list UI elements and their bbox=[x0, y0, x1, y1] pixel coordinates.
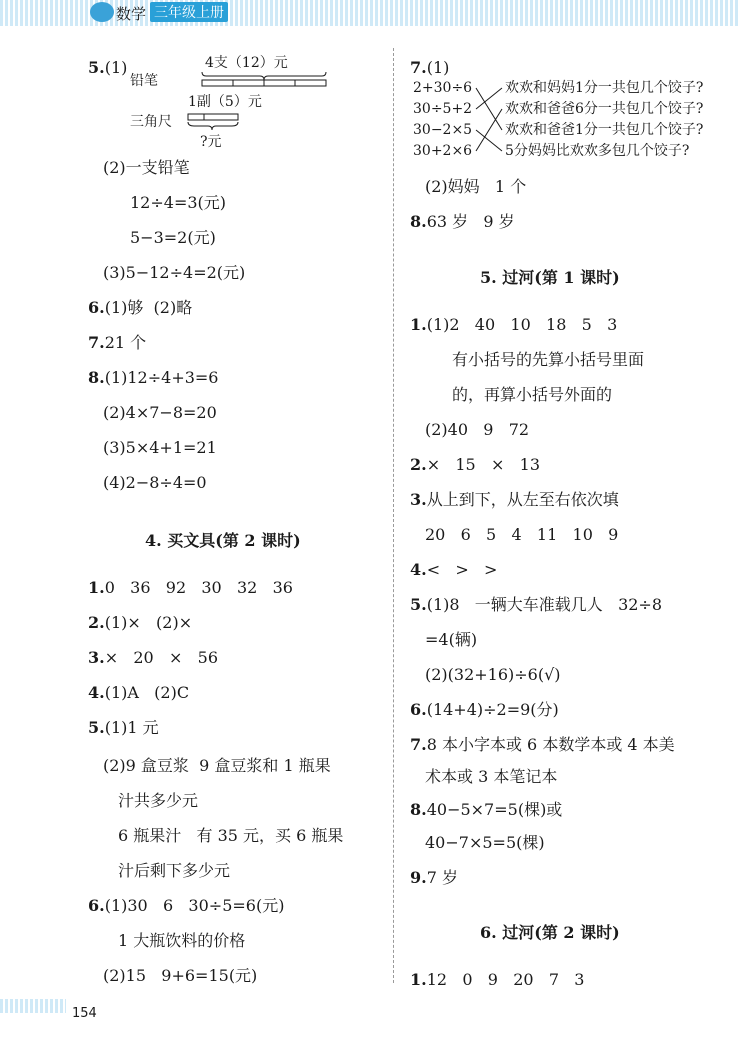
s5-q3-line2: 20 6 5 4 11 10 9 bbox=[425, 525, 619, 544]
match-right-4: 5分妈妈比欢欢多包几个饺子? bbox=[505, 143, 690, 159]
section-title-4: 4. 买文具(第 2 课时) bbox=[145, 531, 301, 550]
right-q7-head: 7.(1) bbox=[410, 58, 450, 77]
left-q8-line4: (4)2−8÷4=0 bbox=[103, 473, 207, 492]
right-q8: 8.63 岁 9 岁 bbox=[410, 212, 515, 231]
s4-q2: 2.(1)× (2)× bbox=[88, 613, 193, 632]
left-q8-line3: (3)5×4+1=21 bbox=[103, 438, 217, 457]
pencil-label: 铅笔 bbox=[130, 73, 158, 89]
ruler-label: 三角尺 bbox=[130, 114, 172, 130]
match-right-1: 欢欢和妈妈1分一共包几个饺子? bbox=[505, 80, 704, 96]
left-q5-head: 5.(1) bbox=[88, 58, 128, 77]
s4-q4: 4.(1)A (2)C bbox=[88, 683, 190, 702]
left-q5-line2: (2)一支铅笔 bbox=[103, 158, 190, 177]
matching-lines bbox=[474, 80, 506, 160]
s4-q5-line1: 5.(1)1 元 bbox=[88, 718, 159, 737]
left-q8-line2: (2)4×7−8=20 bbox=[103, 403, 217, 422]
s4-q5-line4: 6 瓶果汁 有 35 元，买 6 瓶果 bbox=[118, 826, 344, 845]
column-divider bbox=[393, 48, 394, 983]
s6-q1: 1.12 0 9 20 7 3 bbox=[410, 970, 585, 989]
header-subject: 数学 bbox=[116, 5, 147, 23]
ruler-total-label: 1副（5）元 bbox=[188, 94, 262, 110]
match-right-2: 欢欢和爸爸6分一共包几个饺子? bbox=[505, 101, 704, 117]
match-left-1: 2+30÷6 bbox=[413, 80, 473, 96]
s5-q7-line1: 7.8 本小字本或 6 本数学本或 4 本美 bbox=[410, 735, 675, 754]
s4-q6-line2: 1 大瓶饮料的价格 bbox=[118, 931, 246, 950]
left-q5-line3: 12÷4=3(元) bbox=[130, 193, 227, 212]
ruler-unknown-label: ?元 bbox=[200, 134, 222, 150]
s4-q5-line5: 汁后剩下多少元 bbox=[118, 861, 231, 880]
mascot-logo-icon bbox=[90, 2, 114, 22]
match-left-3: 30−2×5 bbox=[413, 122, 473, 138]
match-left-2: 30÷5+2 bbox=[413, 101, 473, 117]
page-number: 154 bbox=[72, 1006, 97, 1021]
footer-decoration bbox=[0, 999, 66, 1013]
s4-q5-line2: (2)9 盒豆浆 9 盒豆浆和 1 瓶果 bbox=[103, 756, 331, 775]
s4-q5-line3: 汁共多少元 bbox=[118, 791, 199, 810]
s5-q1-line4: (2)40 9 72 bbox=[425, 420, 530, 439]
left-q5-line5: (3)5−12÷4=2(元) bbox=[103, 263, 246, 282]
s5-q2: 2.× 15 × 13 bbox=[410, 455, 541, 474]
left-q5-line4: 5−3=2(元) bbox=[130, 228, 216, 247]
s5-q6: 6.(14+4)÷2=9(分) bbox=[410, 700, 559, 719]
header-grade-badge: 三年级上册 bbox=[150, 2, 228, 22]
section-title-5: 5. 过河(第 1 课时) bbox=[480, 268, 620, 287]
left-q7: 7.21 个 bbox=[88, 333, 147, 352]
left-q6: 6.(1)够 (2)略 bbox=[88, 298, 193, 317]
pencil-segment-diagram bbox=[200, 70, 330, 90]
section-title-6: 6. 过河(第 2 课时) bbox=[480, 923, 620, 942]
s4-q6-line1: 6.(1)30 6 30÷5=6(元) bbox=[88, 896, 285, 915]
left-q8-line1: 8.(1)12÷4+3=6 bbox=[88, 368, 219, 387]
s5-q8-line2: 40−7×5=5(棵) bbox=[425, 833, 545, 852]
pencil-total-label: 4支（12）元 bbox=[205, 55, 288, 71]
s5-q8-line1: 8.40−5×7=5(棵)或 bbox=[410, 800, 563, 819]
s4-q3: 3.× 20 × 56 bbox=[88, 648, 219, 667]
s5-q5-line2: =4(辆) bbox=[425, 630, 478, 649]
s5-q1-line2: 有小括号的先算小括号里面 bbox=[452, 350, 645, 369]
s5-q5-line1: 5.(1)8 一辆大车准载几人 32÷8 bbox=[410, 595, 663, 614]
s5-q4: 4.< > > bbox=[410, 560, 498, 579]
s5-q5-line3: (2)(32+16)÷6(√) bbox=[425, 665, 561, 684]
s4-q6-line3: (2)15 9+6=15(元) bbox=[103, 966, 258, 985]
match-right-3: 欢欢和爸爸1分一共包几个饺子? bbox=[505, 122, 704, 138]
s4-q1: 1.0 36 92 30 32 36 bbox=[88, 578, 293, 597]
s5-q9: 9.7 岁 bbox=[410, 868, 458, 887]
page-header bbox=[0, 0, 740, 26]
s5-q3-line1: 3.从上到下，从左至右依次填 bbox=[410, 490, 619, 509]
right-q7-line2: (2)妈妈 1 个 bbox=[425, 177, 527, 196]
s5-q7-line2: 术本或 3 本笔记本 bbox=[425, 767, 558, 786]
ruler-segment-diagram bbox=[186, 110, 246, 136]
match-left-4: 30+2×6 bbox=[413, 143, 473, 159]
s5-q1-line3: 的，再算小括号外面的 bbox=[452, 385, 613, 404]
s5-q1-line1: 1.(1)2 40 10 18 5 3 bbox=[410, 315, 618, 334]
